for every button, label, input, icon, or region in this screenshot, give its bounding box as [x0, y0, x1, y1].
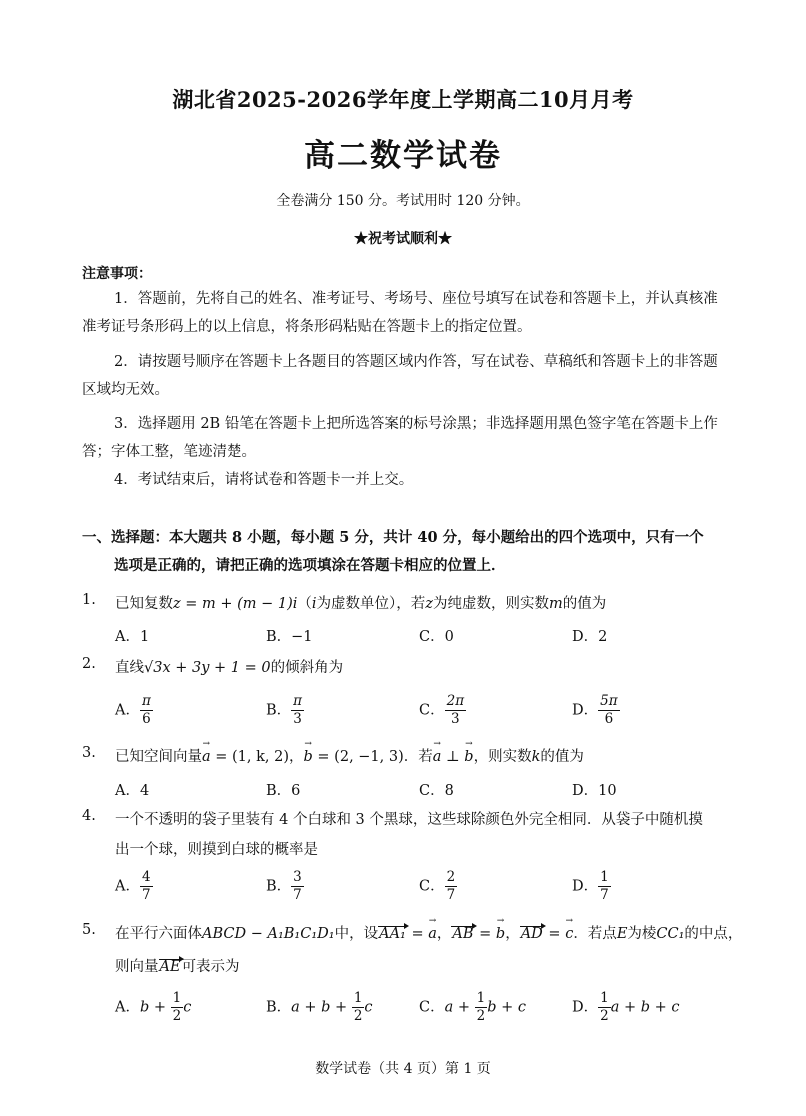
equals-sign: = [543, 926, 566, 942]
question-4-line-1: 一个不透明的袋子里装有 4 个白球和 3 个黑球，这些球除颜色外完全相同．从袋子中随机摸 [115, 812, 703, 828]
option-label: B． [266, 702, 292, 719]
good-luck-line: ★祝考试顺利★ [354, 231, 452, 247]
fraction-denominator: 2 [476, 1008, 486, 1024]
vector-ae: AE [159, 959, 181, 975]
fraction-numerator: 4 [141, 869, 151, 885]
q3-option-b: B．6 [266, 783, 301, 799]
vector-ab: AB [452, 926, 474, 942]
question-number: 3. [82, 745, 96, 761]
fraction [140, 693, 153, 728]
q2-text: 直线 [115, 660, 144, 676]
q5-text: 为棱 [627, 926, 657, 942]
vector-a: → a [202, 749, 211, 765]
question-number: 4. [82, 808, 96, 824]
q5-var: E [616, 926, 628, 942]
q4-option-b [266, 869, 304, 904]
perpendicular-symbol: ⊥ [441, 749, 465, 765]
fraction-numerator: 3 [293, 869, 302, 885]
q1-text: 为虚数单位），若 [316, 596, 426, 612]
fraction-denominator: 7 [600, 887, 609, 903]
q3-vector-a-value: = (1, k, 2)， [210, 749, 304, 765]
fraction-denominator: 7 [141, 887, 151, 903]
q5-solid-name: ABCD − A₁B₁C₁D₁ [202, 926, 335, 942]
q5-text: 可表示为 [181, 959, 240, 975]
fraction-denominator: 2 [172, 1008, 182, 1024]
sqrt-symbol: √ [144, 660, 154, 676]
option-label: D． [572, 702, 599, 719]
option-expr: b + [139, 999, 171, 1016]
fraction-numerator: 2 [446, 869, 456, 885]
fraction [171, 990, 184, 1025]
q2-option-c [419, 693, 466, 728]
section-1-heading [82, 524, 732, 580]
notes-heading: 注意事项： [82, 266, 152, 282]
q1-option-a: A．1 [115, 629, 150, 645]
fraction-denominator: 6 [604, 711, 614, 727]
fraction-numerator: 1 [600, 869, 609, 885]
option-label: D． [572, 878, 599, 895]
q3-option-c: C．8 [419, 783, 454, 799]
q1-var: i [311, 596, 317, 612]
q3-text: 的值为 [540, 749, 584, 765]
q5-text: 中，设 [334, 926, 379, 942]
note-item-3: 3．选择题用 2B 铅笔在答题卡上把所选答案的标号涂黑；非选择题用黑色签字笔在答题卡上作答；字体工整，笔迹清楚。 [82, 416, 718, 460]
q3-vector-b-value: = (2, −1, 3)．若 [312, 749, 433, 765]
q5-text: 则向量 [115, 959, 159, 975]
q4-option-a [115, 869, 153, 904]
fraction-numerator: 1 [600, 990, 609, 1006]
option-label: C． [419, 999, 445, 1016]
fraction [352, 990, 365, 1025]
comma: ， [436, 926, 452, 942]
note-item-1: 1．答题前，先将自己的姓名、准考证号、考场号、座位号填写在试卷和答题卡上，并认真核准准考证号条形码上的以上信息，将条形码粘贴在答题卡上的指定位置。 [82, 291, 718, 335]
option-label: B． [266, 999, 292, 1016]
section-1-line-2: 选项是正确的，请把正确的选项填涂在答题卡相应的位置上． [114, 557, 506, 574]
fraction [291, 869, 304, 904]
fraction [598, 990, 611, 1025]
q1-text: 为纯虚数，则实数 [432, 596, 549, 612]
comma: ， [505, 926, 520, 942]
note-item-2: 2．请按题号顺序在答题卡上各题目的答题区域内作答，写在试卷、草稿纸和答题卡上的非答题区域均无效。 [82, 354, 718, 398]
q3-text: ，则实数 [473, 749, 532, 765]
question-number: 1. [82, 592, 96, 608]
fraction [475, 990, 488, 1025]
q1-text: （ [297, 596, 312, 612]
fraction-denominator: 7 [293, 887, 302, 903]
option-label: A． [115, 999, 140, 1016]
exam-meta: 全卷满分 150 分。考试用时 120 分钟。 [276, 193, 530, 209]
fraction-denominator: 3 [293, 711, 302, 727]
q1-text: 的值为 [562, 596, 607, 612]
fraction-numerator: π [141, 693, 151, 709]
q2-expression: 3x + 3y + 1 = 0 [153, 660, 271, 676]
q5-text: 在平行六面体 [115, 926, 202, 942]
q3-text: 已知空间向量 [115, 749, 202, 765]
fraction-denominator: 3 [451, 711, 460, 727]
q1-var: z [425, 596, 433, 612]
q2-option-b [266, 693, 304, 728]
q5-option-c [419, 990, 526, 1025]
fraction-numerator: π [293, 693, 303, 709]
option-label: A． [115, 878, 140, 895]
option-expr: a + b + c [610, 999, 680, 1016]
option-expr: c [364, 999, 373, 1016]
fraction [291, 693, 304, 728]
option-expr: a + b + [291, 999, 352, 1016]
option-label: A． [115, 702, 140, 719]
fraction [445, 693, 466, 728]
question-1-stem [115, 592, 606, 613]
fraction [445, 869, 458, 904]
q3-var: k [531, 749, 541, 765]
exam-header-title: 湖北省2025-2026学年度上学期高二10月月考 [172, 87, 634, 112]
fraction-denominator: 2 [600, 1008, 609, 1024]
option-label: C． [419, 702, 445, 719]
vector-b: → b [304, 749, 313, 765]
note-item-4: 4．考试结束后，请将试卷和答题卡一并上交。 [114, 472, 414, 488]
option-label: D． [572, 999, 599, 1016]
fraction [598, 869, 611, 904]
q3-option-d: D．10 [572, 783, 617, 799]
q4-option-d [572, 869, 611, 904]
q2-option-a [115, 693, 153, 728]
fraction [140, 869, 153, 904]
q5-text: ．若点 [573, 926, 617, 942]
q1-option-d: D．2 [572, 629, 608, 645]
question-number: 2. [82, 656, 96, 672]
q5-text: 的中点， [684, 926, 743, 942]
question-2-stem [115, 656, 343, 677]
q2-text: 的倾斜角为 [270, 660, 344, 676]
exam-subject-title: 高二数学试卷 [304, 138, 502, 174]
question-3-stem [115, 745, 584, 766]
q5-option-a [115, 990, 191, 1025]
fraction [598, 693, 619, 728]
page-footer: 数学试卷（共 4 页）第 1 页 [315, 1061, 491, 1077]
q2-option-d [572, 693, 620, 728]
q1-var: m [548, 596, 563, 612]
question-number: 5. [82, 922, 96, 938]
fraction-numerator: 2π [446, 693, 465, 709]
q1-text: 已知复数 [115, 596, 173, 612]
vector-a: → a [428, 926, 437, 942]
equals-sign: = [474, 926, 496, 942]
option-expr: a + [444, 999, 475, 1016]
q1-expression: z = m + (m − 1)i [173, 596, 298, 612]
vector-aa1: AA₁ [379, 926, 406, 942]
equals-sign: = [406, 926, 429, 942]
option-expr: b + c [487, 999, 526, 1016]
fraction-numerator: 1 [353, 990, 363, 1006]
fraction-numerator: 5π [600, 693, 618, 709]
vector-b: → b [464, 749, 473, 765]
fraction-denominator: 2 [353, 1008, 363, 1024]
vector-c: → c [565, 926, 573, 942]
fraction-numerator: 1 [172, 990, 182, 1006]
q3-option-a: A．4 [115, 783, 150, 799]
option-label: B． [266, 878, 292, 895]
q1-option-c: C．0 [419, 629, 454, 645]
q5-edge: CC₁ [656, 926, 685, 942]
question-4-line-2: 出一个球，则摸到白球的概率是 [115, 842, 318, 858]
q5-option-b [266, 990, 373, 1025]
option-label: C． [419, 878, 445, 895]
fraction-denominator: 6 [142, 711, 151, 727]
vector-ad: AD [520, 926, 543, 942]
q1-option-b: B．−1 [266, 629, 313, 645]
vector-b: → b [496, 926, 505, 942]
question-5-line-1 [115, 922, 742, 943]
q4-option-c [419, 869, 457, 904]
section-1-line-1: 一、选择题：本大题共 8 小题，每小题 5 分，共计 40 分，每小题给出的四个选项中，只有一个 [82, 529, 704, 546]
question-5-line-2 [115, 955, 240, 976]
fraction-denominator: 7 [446, 887, 456, 903]
q5-option-d [572, 990, 680, 1025]
vector-a: → a [433, 749, 442, 765]
option-expr: c [183, 999, 192, 1016]
fraction-numerator: 1 [476, 990, 486, 1006]
